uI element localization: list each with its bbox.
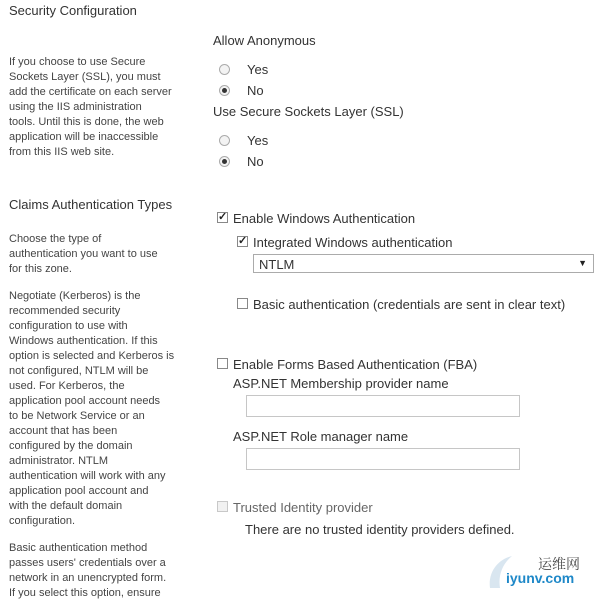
watermark-logo	[486, 552, 596, 592]
description-line: If you choose to use Secure	[9, 56, 146, 68]
description-line: authentication will work with any	[9, 470, 166, 482]
description-line: configuration.	[9, 515, 76, 527]
description-line: add the certificate on each server	[9, 86, 172, 98]
description-line: to be Network Service or an	[9, 410, 145, 422]
enable-windows-auth-checkbox[interactable]	[217, 212, 228, 223]
use-ssl-no-label: No	[247, 154, 264, 169]
enable-fba-checkbox[interactable]	[217, 358, 228, 369]
dropdown-arrow-icon: ▼	[578, 258, 587, 268]
basic-auth-checkbox[interactable]	[237, 298, 248, 309]
description-line: configured by the domain	[9, 440, 133, 452]
claims-description-p2	[9, 289, 187, 529]
description-line: Basic authentication method	[9, 542, 148, 554]
integrated-windows-auth-label: Integrated Windows authentication	[253, 235, 453, 250]
description-line: application pool account needs	[9, 395, 161, 407]
description-line: used. For Kerberos, the	[9, 380, 125, 392]
description-line: application pool account and	[9, 485, 149, 497]
enable-fba-label: Enable Forms Based Authentication (FBA)	[233, 357, 478, 372]
basic-auth-label: Basic authentication (credentials are sent in clear text)	[253, 297, 566, 312]
description-line: using the IIS administration	[9, 101, 142, 113]
description-line: with the default domain	[9, 500, 123, 512]
allow-anonymous-no-label: No	[247, 83, 264, 98]
use-ssl-yes-label: Yes	[247, 133, 269, 148]
security-description	[9, 55, 187, 160]
description-line: Choose the type of	[9, 233, 102, 245]
description-line: passes users' credentials over a	[9, 557, 166, 569]
allow-anonymous-label: Allow Anonymous	[213, 33, 316, 48]
checkmark-icon: ✓	[218, 211, 228, 223]
trusted-identity-note: There are no trusted identity providers defined.	[245, 522, 515, 537]
role-manager-label: ASP.NET Role manager name	[233, 429, 409, 444]
description-line: option is selected and Kerberos is	[9, 350, 175, 362]
membership-provider-input[interactable]	[246, 395, 520, 417]
integrated-windows-auth-checkbox[interactable]	[237, 236, 248, 247]
description-line: Negotiate (Kerberos) is the	[9, 290, 141, 302]
description-line: from this IIS web site.	[9, 146, 115, 158]
description-line: application will be inaccessible	[9, 131, 159, 143]
watermark-url: iyunv.com	[506, 570, 575, 586]
allow-anonymous-no-radio[interactable]	[219, 85, 230, 96]
description-line: tools. Until this is done, the web	[9, 116, 164, 128]
description-line: network in an unencrypted form.	[9, 572, 167, 584]
description-line: administrator. NTLM	[9, 455, 109, 467]
security-configuration-heading: Security Configuration	[9, 3, 137, 18]
allow-anonymous-yes-label: Yes	[247, 62, 269, 77]
trusted-identity-checkbox[interactable]	[217, 501, 228, 512]
auth-method-value: NTLM	[259, 257, 295, 272]
description-line: If you select this option, ensure	[9, 587, 161, 599]
auth-method-select[interactable]	[253, 254, 594, 273]
allow-anonymous-yes-radio[interactable]	[219, 64, 230, 75]
description-line: Windows authentication. If this	[9, 335, 158, 347]
membership-provider-label: ASP.NET Membership provider name	[233, 376, 449, 391]
description-line: account that has been	[9, 425, 118, 437]
description-line: recommended security	[9, 305, 121, 317]
trusted-identity-label: Trusted Identity provider	[233, 500, 373, 515]
use-ssl-yes-radio[interactable]	[219, 135, 230, 146]
description-line: for this zone.	[9, 263, 72, 275]
claims-authentication-heading: Claims Authentication Types	[9, 197, 173, 212]
use-ssl-label: Use Secure Sockets Layer (SSL)	[213, 104, 404, 119]
claims-description-p1	[9, 232, 187, 277]
watermark-chinese-text: 运维网	[538, 556, 580, 572]
description-line: configuration to use with	[9, 320, 128, 332]
description-line: authentication you want to use	[9, 248, 158, 260]
enable-windows-auth-label: Enable Windows Authentication	[233, 211, 416, 226]
description-line: not configured, NTLM will be	[9, 365, 149, 377]
description-line: Sockets Layer (SSL), you must	[9, 71, 161, 83]
use-ssl-no-radio[interactable]	[219, 156, 230, 167]
claims-description-p3	[9, 541, 187, 601]
role-manager-input[interactable]	[246, 448, 520, 470]
checkmark-icon: ✓	[238, 235, 248, 247]
